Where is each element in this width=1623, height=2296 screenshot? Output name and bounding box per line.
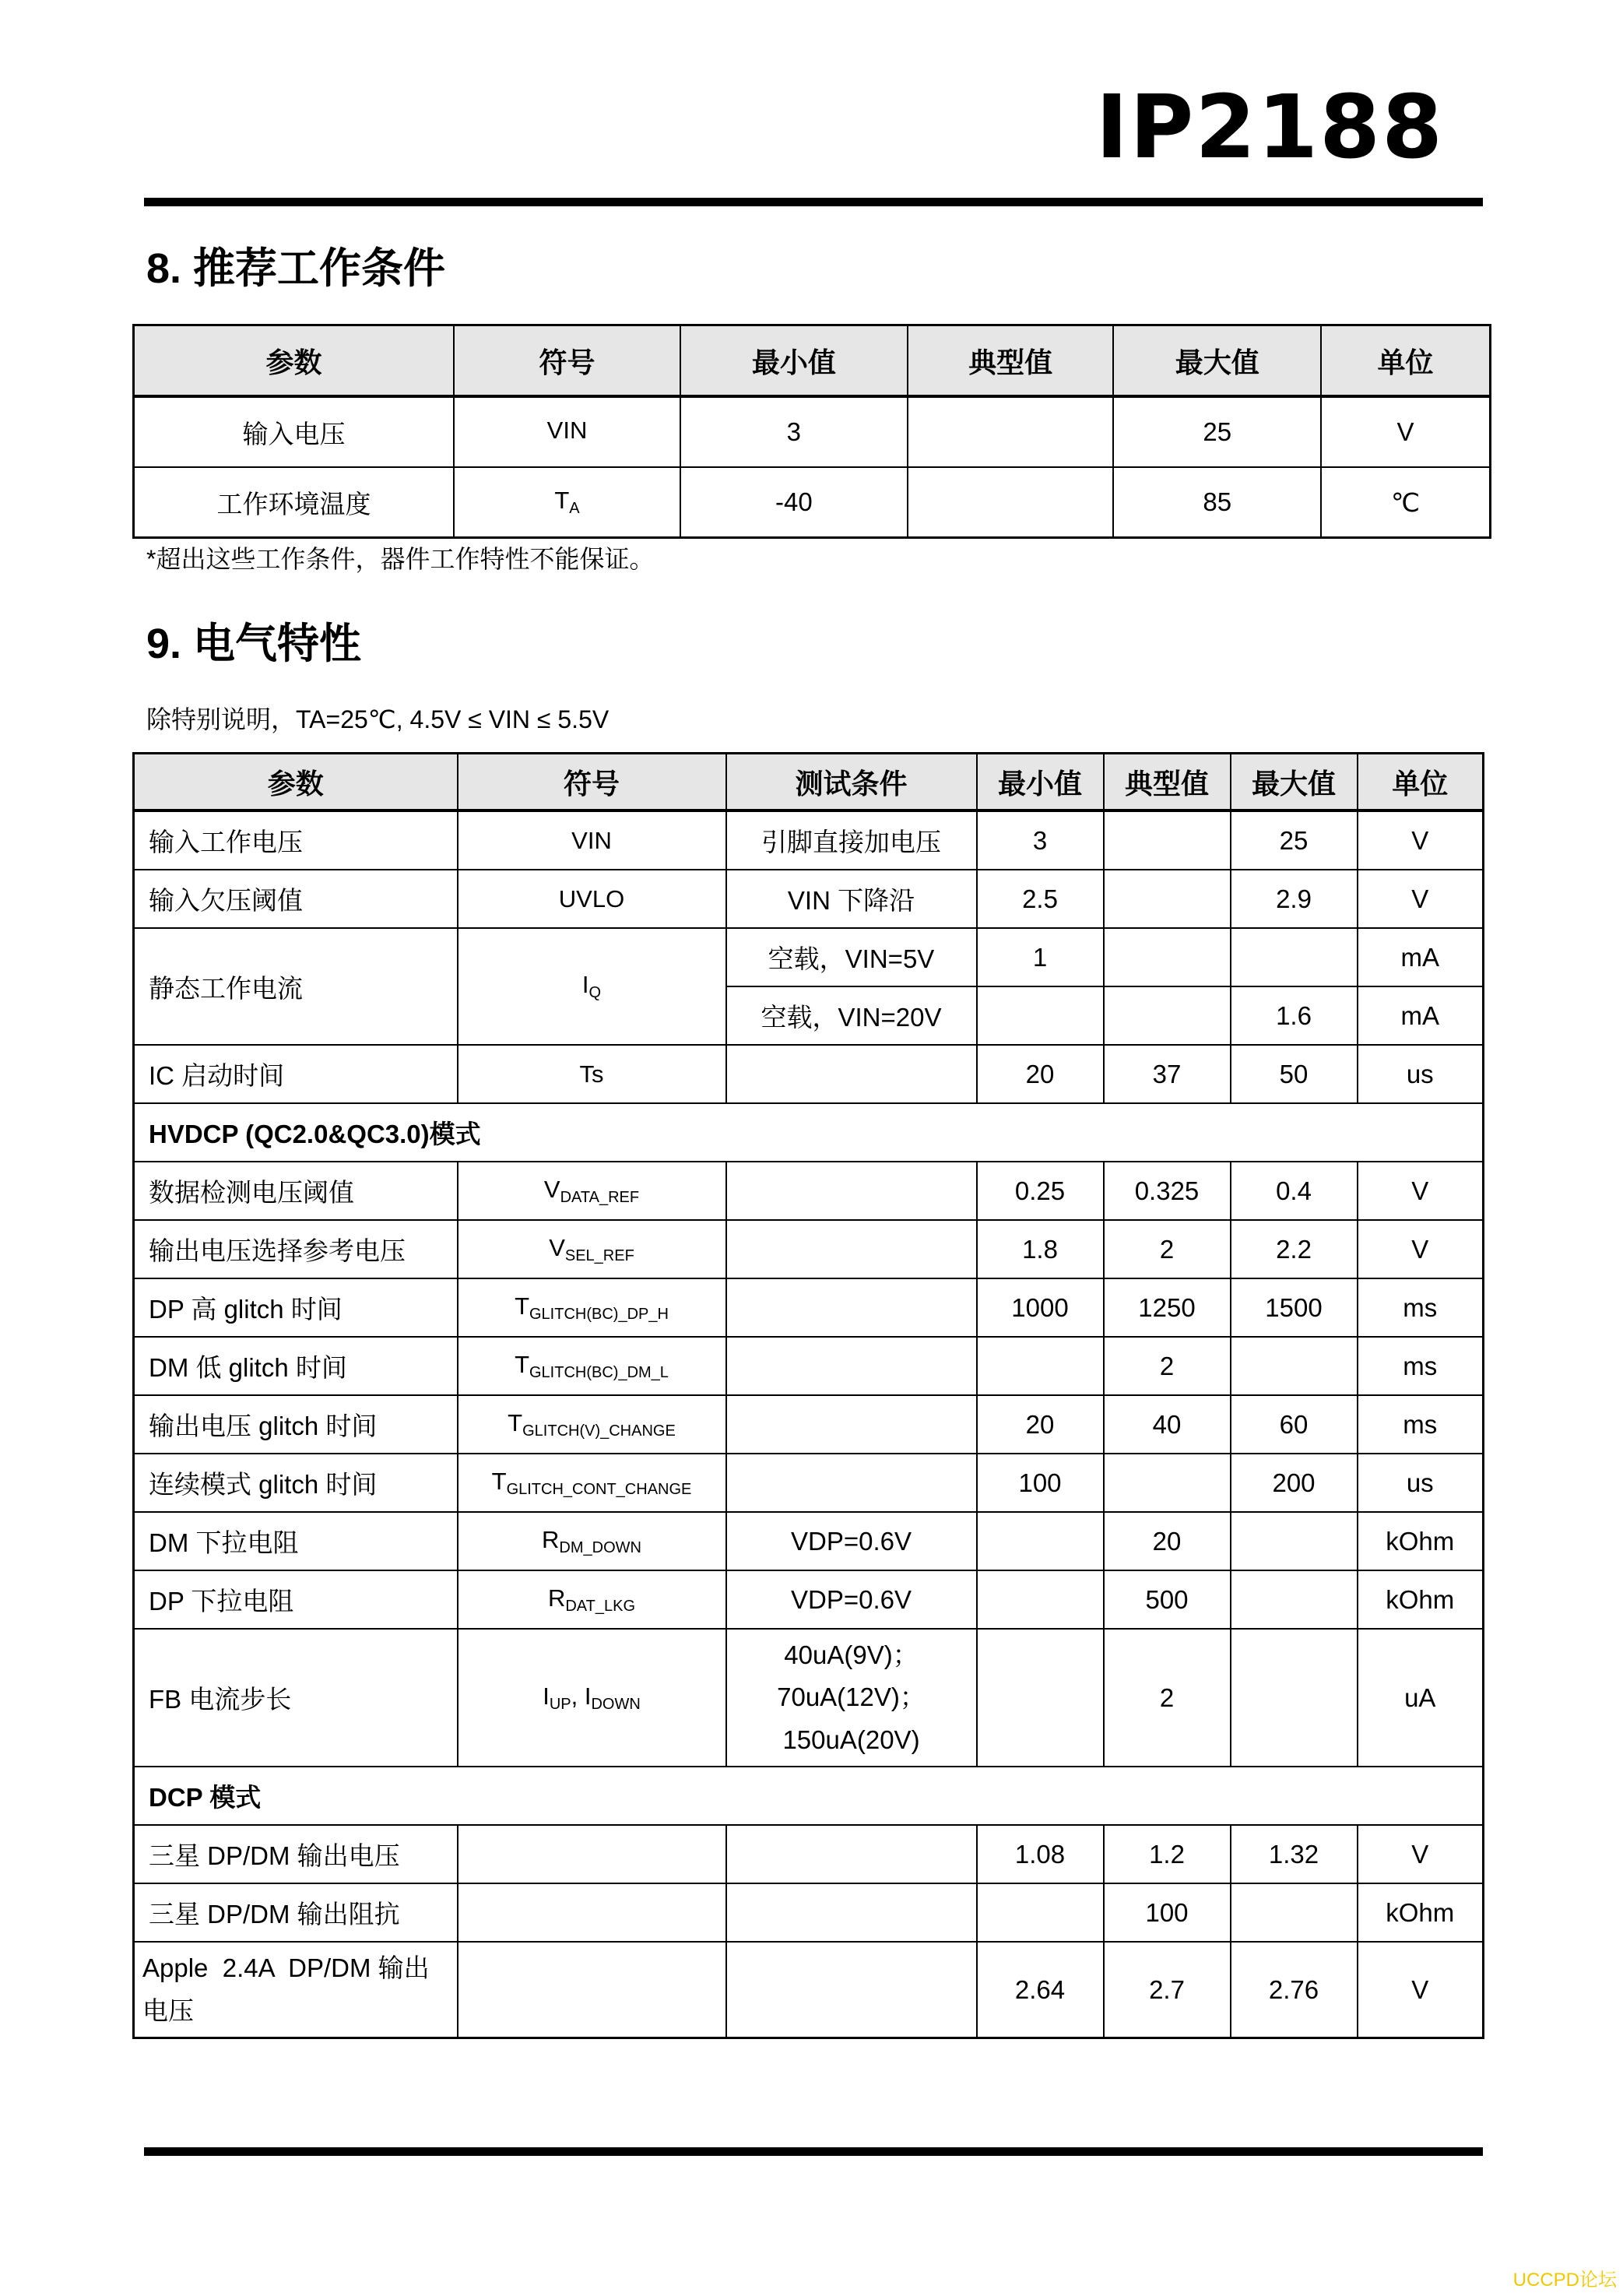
max-cell: 1.6 [1231, 986, 1358, 1045]
column-header: 最大值 [1231, 754, 1358, 811]
table-row [134, 396, 1491, 467]
typ-cell: 2 [1104, 1337, 1231, 1395]
footer-rule [144, 2147, 1483, 2156]
param-cell: IC 启动时间 [134, 1045, 458, 1103]
typ-cell [1104, 810, 1231, 870]
electrical-characteristics-table [132, 752, 1484, 2039]
column-header: 典型值 [908, 325, 1114, 397]
param-cell: DM 低 glitch 时间 [134, 1337, 458, 1395]
condition-line: 70uA(12V)； [777, 1682, 926, 1712]
min-cell [977, 986, 1104, 1045]
condition-cell [726, 1454, 977, 1512]
max-cell [1231, 1570, 1358, 1629]
min-cell: 100 [977, 1454, 1104, 1512]
unit-cell: ℃ [1321, 467, 1490, 538]
param-cell: 输入欠压阈值 [134, 870, 458, 928]
table-row [134, 1825, 1484, 1883]
max-cell: 1500 [1231, 1278, 1358, 1337]
min-cell: -40 [680, 467, 908, 538]
condition-cell [726, 1883, 977, 1942]
typ-cell [908, 467, 1114, 538]
min-cell [977, 1570, 1104, 1629]
max-cell: 25 [1231, 810, 1358, 870]
column-header: 最小值 [977, 754, 1104, 811]
symbol-cell: $I_Q$ [458, 928, 726, 1045]
condition-cell [726, 1045, 977, 1103]
unit-cell: ms [1358, 1395, 1484, 1454]
table-row [134, 1045, 1484, 1103]
min-cell: 3 [977, 810, 1104, 870]
table-row [134, 928, 1484, 986]
min-cell: 1 [977, 928, 1104, 986]
param-cell: DM 下拉电阻 [134, 1512, 458, 1570]
unit-cell: mA [1358, 986, 1484, 1045]
table-row [134, 1278, 1484, 1337]
param-cell [134, 1942, 458, 2038]
table-row [134, 1220, 1484, 1278]
unit-cell: V [1358, 1220, 1484, 1278]
column-header: 单位 [1321, 325, 1490, 397]
max-cell: 0.4 [1231, 1162, 1358, 1220]
symbol-cell [458, 1942, 726, 2038]
unit-cell: V [1321, 396, 1490, 467]
max-cell [1231, 1337, 1358, 1395]
min-cell: 3 [680, 396, 908, 467]
symbol-cell: $V_{SEL\_REF}$ [458, 1220, 726, 1278]
table-header-row [134, 325, 1491, 397]
param-cell: FB 电流步长 [134, 1629, 458, 1767]
param-cell: DP 高 glitch 时间 [134, 1278, 458, 1337]
max-cell: 50 [1231, 1045, 1358, 1103]
symbol-cell [458, 1825, 726, 1883]
section-label: DCP 模式 [134, 1767, 1484, 1825]
max-cell: 60 [1231, 1395, 1358, 1454]
unit-cell: kOhm [1358, 1883, 1484, 1942]
typ-cell: 2 [1104, 1220, 1231, 1278]
typ-cell: 0.325 [1104, 1162, 1231, 1220]
max-cell: 2.2 [1231, 1220, 1358, 1278]
symbol-cell: $V_{DATA\_REF}$ [458, 1162, 726, 1220]
symbol-cell: $R_{DM\_DOWN}$ [458, 1512, 726, 1570]
unit-cell: mA [1358, 928, 1484, 986]
symbol-cell: $I_{UP}$, $I_{DOWN}$ [458, 1629, 726, 1767]
symbol-cell: $T_{GLITCH(BC)\_DP\_H}$ [458, 1278, 726, 1337]
unit-cell: V [1358, 1162, 1484, 1220]
param-line: Apple 2.4A DP/DM 输出 [142, 1953, 430, 1983]
column-header: 典型值 [1104, 754, 1231, 811]
param-cell: 三星 DP/DM 输出电压 [134, 1825, 458, 1883]
condition-cell [726, 1629, 977, 1767]
header-rule [144, 198, 1483, 206]
param-line: 电压 [142, 1995, 194, 2025]
min-cell: 1000 [977, 1278, 1104, 1337]
min-cell: 1.08 [977, 1825, 1104, 1883]
test-condition-note: 除特别说明，TA=25℃, 4.5V ≤ VIN ≤ 5.5V [146, 705, 610, 733]
section-9-title: 9. 电气特性 [146, 621, 362, 667]
unit-cell: kOhm [1358, 1570, 1484, 1629]
condition-cell: 空载，VIN=5V [726, 928, 977, 986]
column-header: 单位 [1358, 754, 1484, 811]
table-header-row [134, 754, 1484, 811]
max-cell: 200 [1231, 1454, 1358, 1512]
max-cell: 85 [1113, 467, 1321, 538]
unit-cell: V [1358, 810, 1484, 870]
min-cell [977, 1629, 1104, 1767]
symbol-cell: Ts [458, 1045, 726, 1103]
table-row [134, 1883, 1484, 1942]
table-row [134, 1337, 1484, 1395]
condition-cell: VDP=0.6V [726, 1512, 977, 1570]
table-row [134, 1395, 1484, 1454]
param-cell: 数据检测电压阈值 [134, 1162, 458, 1220]
table-row [134, 467, 1491, 538]
min-cell: 20 [977, 1045, 1104, 1103]
table-row [134, 810, 1484, 870]
symbol-cell [458, 1883, 726, 1942]
table-row [134, 1512, 1484, 1570]
min-cell: 0.25 [977, 1162, 1104, 1220]
page-title: IP2188 [1095, 77, 1444, 178]
unit-cell: us [1358, 1045, 1484, 1103]
unit-cell: kOhm [1358, 1512, 1484, 1570]
section-label: HVDCP (QC2.0&QC3.0)模式 [134, 1103, 1484, 1162]
min-cell [977, 1337, 1104, 1395]
param-cell: 静态工作电流 [134, 928, 458, 1045]
param-cell: 三星 DP/DM 输出阻抗 [134, 1883, 458, 1942]
typ-cell [1104, 1454, 1231, 1512]
typ-cell: 40 [1104, 1395, 1231, 1454]
typ-cell: 1.2 [1104, 1825, 1231, 1883]
param-cell: 工作环境温度 [134, 467, 455, 538]
typ-cell: 2.7 [1104, 1942, 1231, 2038]
typ-cell: 37 [1104, 1045, 1231, 1103]
condition-cell [726, 1825, 977, 1883]
symbol-cell: UVLO [458, 870, 726, 928]
param-cell: 连续模式 glitch 时间 [134, 1454, 458, 1512]
min-cell: 1.8 [977, 1220, 1104, 1278]
symbol-cell: VIN [458, 810, 726, 870]
typ-cell: 100 [1104, 1883, 1231, 1942]
section-row-dcp [134, 1767, 1484, 1825]
column-header: 最大值 [1113, 325, 1321, 397]
column-header: 测试条件 [726, 754, 977, 811]
condition-line: 150uA(20V) [782, 1725, 920, 1754]
param-cell: 输入电压 [134, 396, 455, 467]
param-cell: DP 下拉电阻 [134, 1570, 458, 1629]
table-row [134, 1454, 1484, 1512]
unit-cell: V [1358, 870, 1484, 928]
max-cell: 1.32 [1231, 1825, 1358, 1883]
param-cell: 输出电压 glitch 时间 [134, 1395, 458, 1454]
min-cell: 20 [977, 1395, 1104, 1454]
condition-cell: VIN 下降沿 [726, 870, 977, 928]
symbol-cell: VIN [454, 396, 680, 467]
recommended-conditions-table [132, 324, 1491, 539]
unit-cell: ms [1358, 1278, 1484, 1337]
typ-cell: 20 [1104, 1512, 1231, 1570]
column-header: 参数 [134, 325, 455, 397]
condition-cell [726, 1337, 977, 1395]
symbol-cell: $T_{GLITCH(V)\_CHANGE}$ [458, 1395, 726, 1454]
section-row-hvdcp [134, 1103, 1484, 1162]
table-row [134, 870, 1484, 928]
column-header: 符号 [454, 325, 680, 397]
table-row [134, 1162, 1484, 1220]
typ-cell: 500 [1104, 1570, 1231, 1629]
min-cell [977, 1512, 1104, 1570]
max-cell: 25 [1113, 396, 1321, 467]
condition-cell [726, 1162, 977, 1220]
unit-cell: ms [1358, 1337, 1484, 1395]
table-row [134, 1629, 1484, 1767]
condition-cell: 引脚直接加电压 [726, 810, 977, 870]
condition-line: 40uA(9V)； [784, 1640, 919, 1669]
column-header: 最小值 [680, 325, 908, 397]
typ-cell [1104, 986, 1231, 1045]
unit-cell: V [1358, 1825, 1484, 1883]
column-header: 参数 [134, 754, 458, 811]
max-cell: 2.76 [1231, 1942, 1358, 2038]
min-cell: 2.64 [977, 1942, 1104, 2038]
max-cell [1231, 928, 1358, 986]
min-cell [977, 1883, 1104, 1942]
unit-cell: uA [1358, 1629, 1484, 1767]
condition-cell [726, 1220, 977, 1278]
typ-cell [908, 396, 1114, 467]
watermark: UCCPD论坛 [1512, 2270, 1617, 2291]
section-8-title: 8. 推荐工作条件 [146, 245, 446, 292]
typ-cell [1104, 928, 1231, 986]
conditions-note: *超出这些工作条件，器件工作特性不能保证。 [146, 545, 655, 573]
max-cell [1231, 1629, 1358, 1767]
max-cell: 2.9 [1231, 870, 1358, 928]
condition-cell: 空载，VIN=20V [726, 986, 977, 1045]
condition-cell: VDP=0.6V [726, 1570, 977, 1629]
max-cell [1231, 1512, 1358, 1570]
min-cell: 2.5 [977, 870, 1104, 928]
max-cell [1231, 1883, 1358, 1942]
typ-cell: 1250 [1104, 1278, 1231, 1337]
typ-cell [1104, 870, 1231, 928]
symbol-cell: $T_A$ [454, 467, 680, 538]
typ-cell: 2 [1104, 1629, 1231, 1767]
table-row [134, 1570, 1484, 1629]
symbol-cell: $T_{GLITCH\_CONT\_CHANGE}$ [458, 1454, 726, 1512]
condition-cell [726, 1942, 977, 2038]
symbol-cell: $R_{DAT\_LKG}$ [458, 1570, 726, 1629]
table-row [134, 1942, 1484, 2038]
condition-cell [726, 1395, 977, 1454]
column-header: 符号 [458, 754, 726, 811]
param-cell: 输入工作电压 [134, 810, 458, 870]
unit-cell: V [1358, 1942, 1484, 2038]
param-cell: 输出电压选择参考电压 [134, 1220, 458, 1278]
condition-cell [726, 1278, 977, 1337]
symbol-cell: $T_{GLITCH(BC)\_DM\_L}$ [458, 1337, 726, 1395]
unit-cell: us [1358, 1454, 1484, 1512]
